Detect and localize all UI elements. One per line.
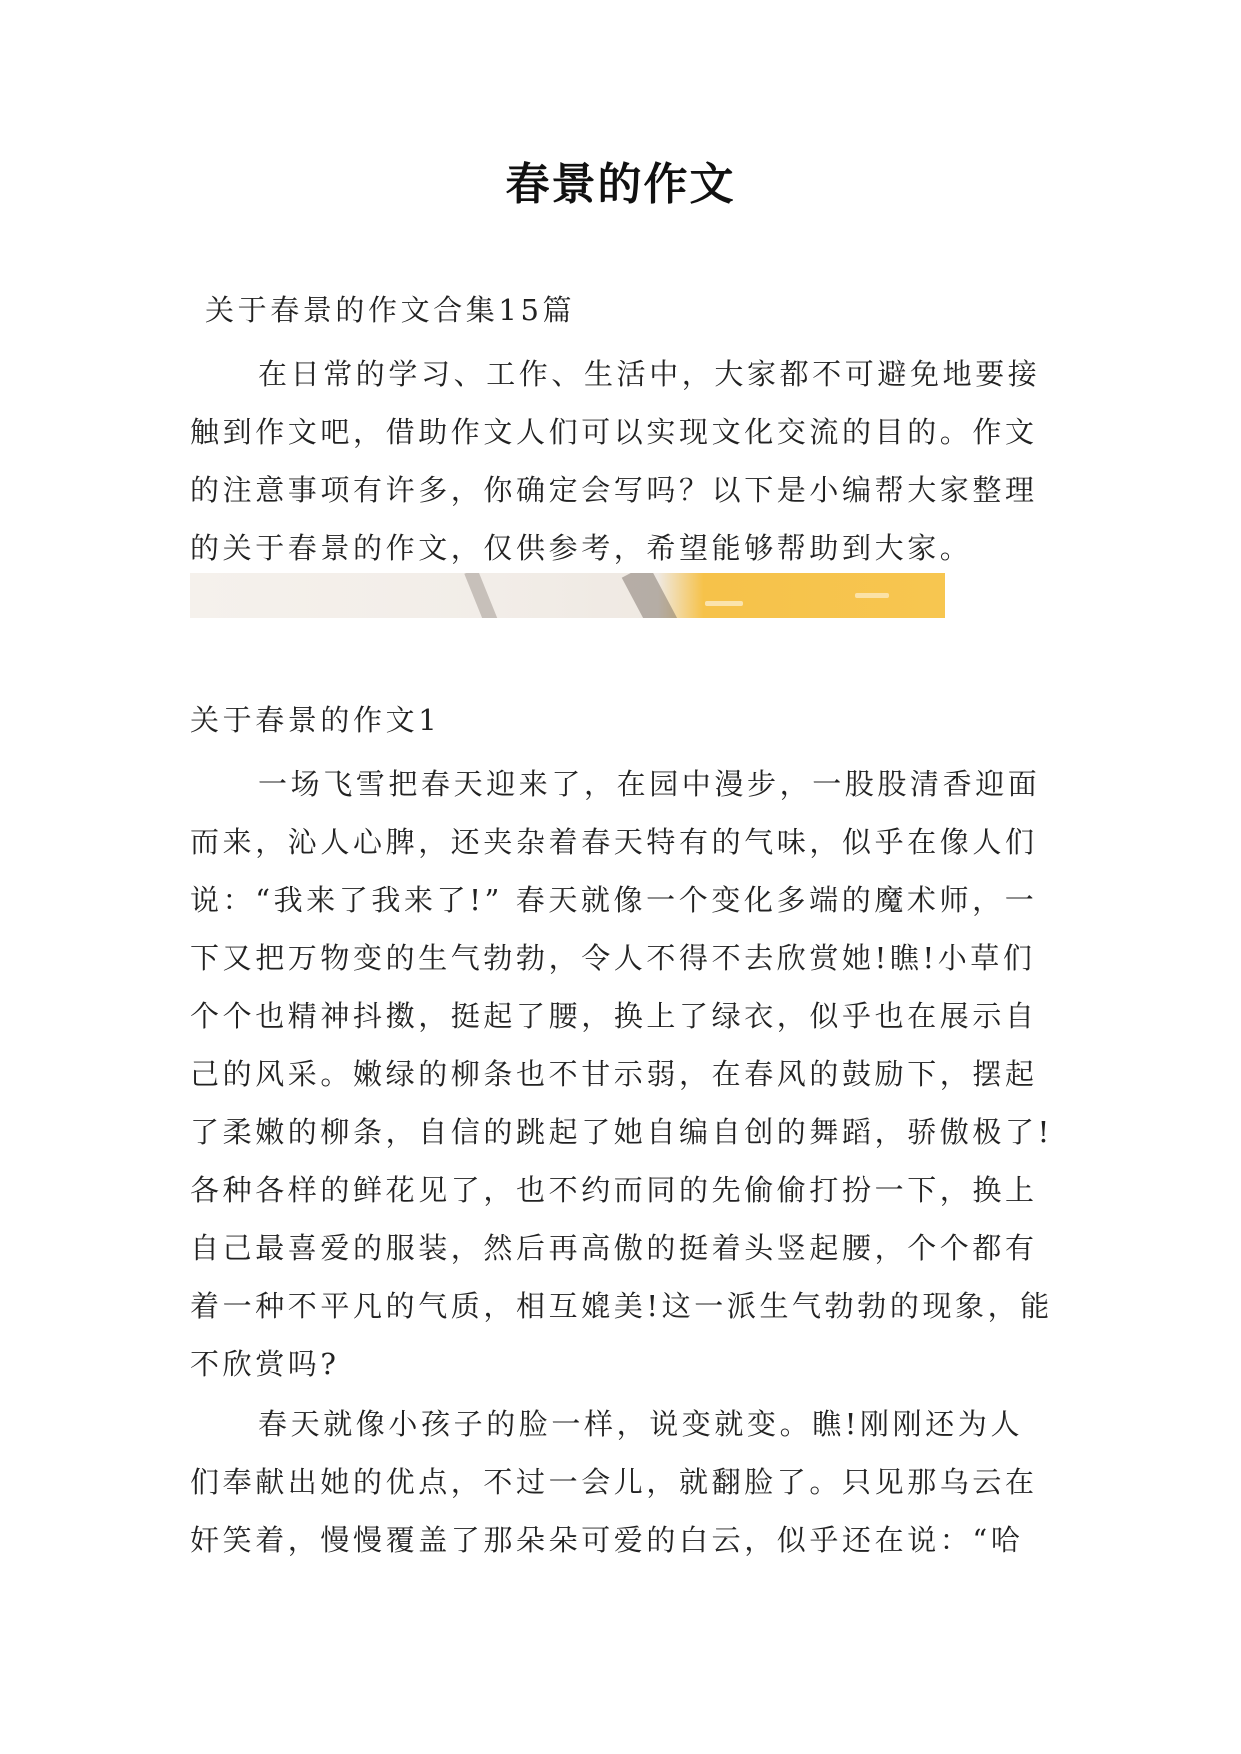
banner-mark (855, 593, 889, 598)
document-title: 春景的作文 (505, 159, 736, 210)
document-subtitle: 关于春景的作文合集15篇 (205, 293, 576, 327)
section-heading: 关于春景的作文1 (190, 703, 441, 737)
banner-shape (464, 573, 499, 618)
intro-paragraph: 在日常的学习、工作、生活中，大家都不可避免地要接触到作文吧，借助作文人们可以实现文化交流的目的。作文的注意事项有许多，你确定会写吗？以下是小编帮大家整理的关于春景的作文，仅供参考，希望能够帮助到大家。 (190, 357, 1041, 565)
essay-paragraph-1: 一场飞雪把春天迎来了，在园中漫步，一股股清香迎面而来，沁人心脾，还夹杂着春天特有的气味，似乎在像人们说：“我来了我来了!” 春天就像一个变化多端的魔术师，一下又把万物变的生气勃勃，令人不得不去欣赏她!瞧!小草们个个也精神抖擞，挺起了腰，换上了绿衣，似乎也在展示自己的风采。嫩绿的柳条也不甘示弱，在春风的鼓励下，摆起了柔嫩的柳条，自信的跳起了她自编自创的舞蹈，骄傲极了!各种各样的鲜花见了，也不约而同的先偷偷打扮一下，换上自己最喜爱的服装，然后再高傲的挺着头竖起腰，个个都有着一种不平凡的气质，相互媲美!这一派生气勃勃的现象，能不欣赏吗? (190, 767, 1053, 1381)
banner-shape (622, 573, 679, 618)
essay-paragraph-2: 春天就像小孩子的脸一样，说变就变。瞧!刚刚还为人们奉献出她的优点，不过一会儿，就翻脸了。只见那乌云在奸笑着，慢慢覆盖了那朵朵可爱的白云，似乎还在说：“哈 (190, 1407, 1038, 1557)
banner-image (190, 573, 945, 618)
banner-mark (705, 601, 743, 606)
